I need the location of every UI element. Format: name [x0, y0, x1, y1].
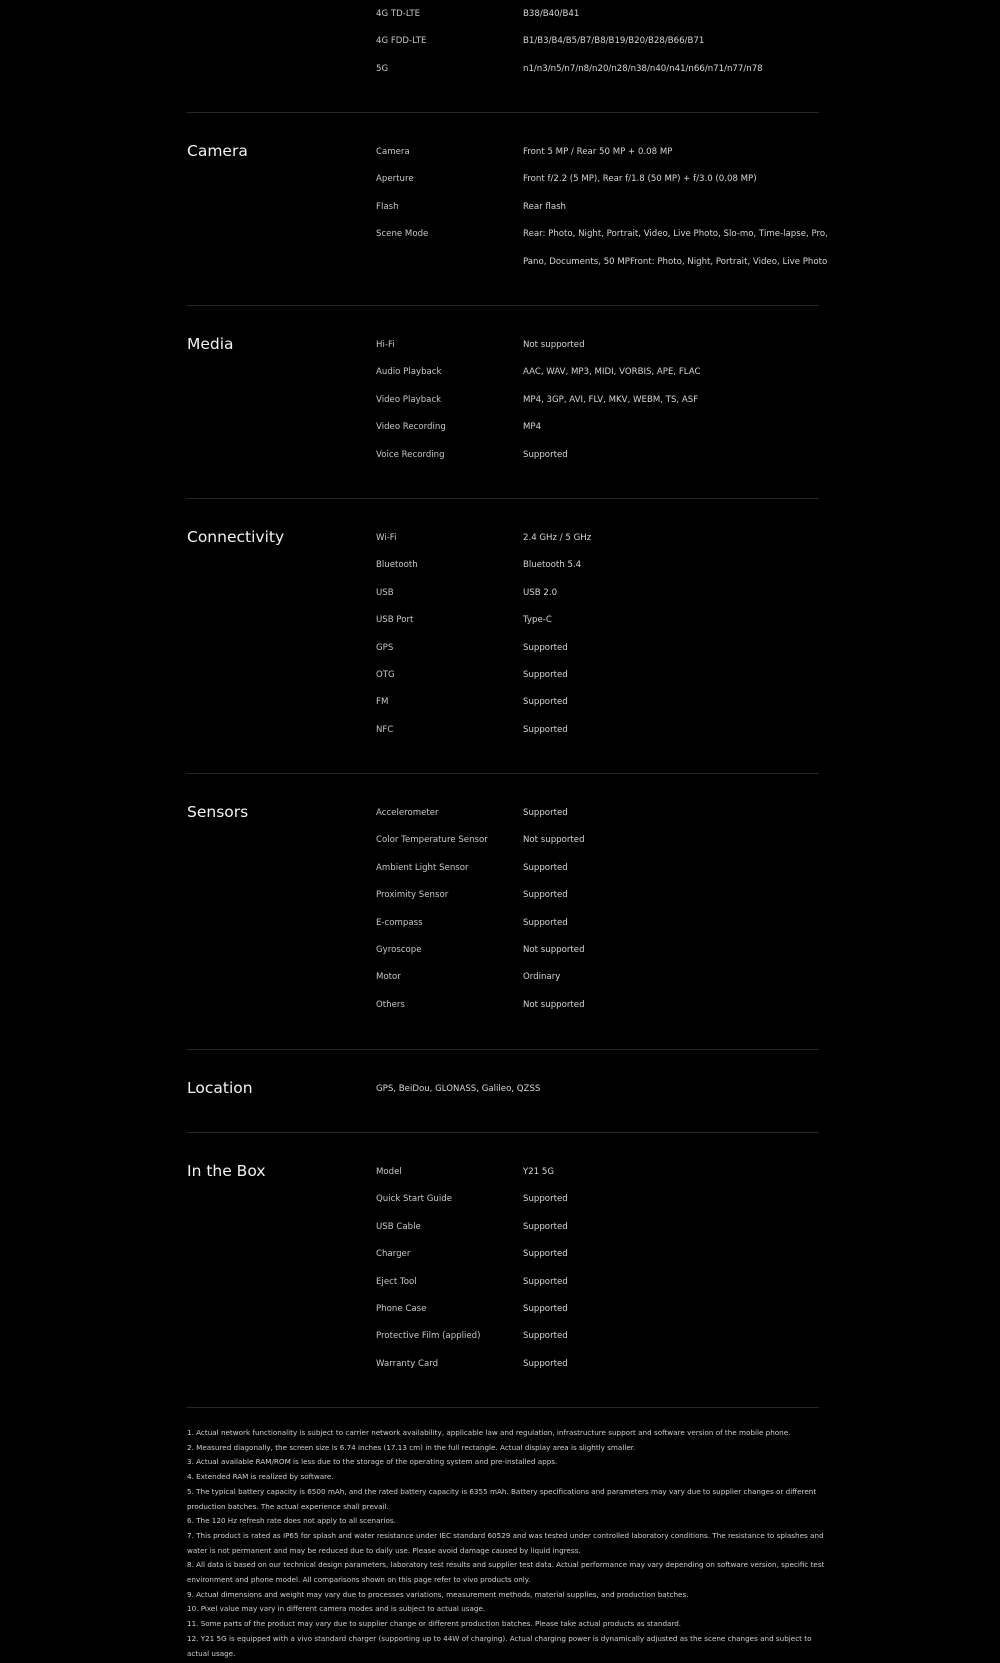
- spec-value: MP4, 3GP, AVI, FLV, MKV, WEBM, TS, ASF: [523, 394, 699, 405]
- footnote: 4. Extended RAM is realized by software.: [187, 1472, 334, 1482]
- spec-label: Quick Start Guide: [376, 1194, 452, 1205]
- spec-value: Supported: [523, 1331, 568, 1342]
- spec-row: [376, 580, 819, 607]
- section-title: In the Box: [187, 1162, 266, 1180]
- spec-value: Not supported: [523, 340, 585, 350]
- spec-row: [376, 166, 819, 193]
- spec-row: [376, 359, 819, 386]
- sensors-rows: [376, 800, 819, 1019]
- spec-value: Supported: [523, 449, 568, 460]
- section-title: Sensors: [187, 803, 249, 821]
- spec-row: [376, 992, 819, 1019]
- spec-label: Model: [376, 1167, 402, 1177]
- spec-row: [376, 1269, 819, 1296]
- spec-label: Accelerometer: [376, 808, 439, 818]
- footnote: 10. Pixel value may vary in different camera modes and is subject to actual usage.: [187, 1604, 486, 1614]
- spec-value: Supported: [523, 1303, 568, 1314]
- spec-row: [376, 689, 819, 716]
- footnote: 12. Y21 5G is equipped with a vivo standard charger (supporting up to 44W of charging). Actual charging power is dynamically adjusted as the scene changes and subject to actual usage.: [187, 1633, 812, 1658]
- footnote: 7. This product is rated as IP65 for splash and water resistance under IEC standard 60529 and was tested under controlled laboratory conditions. The resistance to splashes and water is not permanent and may be reduced due to daily use. Please avoid damage caused by liquid ingress.: [187, 1530, 824, 1555]
- footnote: 11. Some parts of the product may vary due to supplier change or different production batches. Please take actual products as standard.: [187, 1619, 682, 1629]
- spec-label: Gyroscope: [376, 944, 422, 955]
- spec-row: [376, 194, 819, 221]
- spec-label: 4G FDD-LTE: [376, 36, 427, 47]
- spec-row: [376, 552, 819, 579]
- spec-row: [376, 1323, 819, 1350]
- spec-label: 5G: [376, 63, 389, 74]
- section-title: Connectivity: [187, 528, 285, 546]
- spec-label: USB: [376, 587, 394, 598]
- spec-value: Type-C: [523, 615, 552, 626]
- spec-value: Supported: [523, 1276, 568, 1287]
- footnote: 8. All data is based on our technical design parameters, laboratory test results and supplier test data. Actual performance may vary depending on software version, specific test environment and phone model. All comparisons shown on this page refer to vivo products only.: [187, 1560, 825, 1585]
- footnote: 5. The typical battery capacity is 6500 mAh, and the rated battery capacity is 6355 mAh. Battery specifications and parameters may vary due to supplier changes or different production batches. The actual experience shall prevail.: [187, 1486, 817, 1511]
- spec-row: [376, 717, 819, 744]
- spec-row: [376, 56, 819, 83]
- spec-label: Phone Case: [376, 1303, 427, 1314]
- spec-label: Eject Tool: [376, 1276, 417, 1287]
- spec-label: Wi-Fi: [376, 533, 397, 543]
- spec-value: Y21 5G: [523, 1167, 555, 1177]
- spec-label: Voice Recording: [376, 449, 445, 460]
- spec-label: Others: [376, 999, 405, 1010]
- spec-row: [376, 937, 819, 964]
- location-section: [187, 1050, 819, 1133]
- spec-label: NFC: [376, 724, 394, 735]
- spec-label: Camera: [376, 147, 410, 157]
- connectivity-rows: [376, 525, 819, 744]
- spec-row: [376, 964, 819, 991]
- spec-value: MP4: [523, 422, 542, 433]
- connectivity-section: [187, 499, 819, 774]
- spec-row: [376, 662, 819, 689]
- spec-label: Protective Film (applied): [376, 1331, 481, 1342]
- section-title: Location: [187, 1079, 253, 1097]
- spec-label: Flash: [376, 201, 399, 212]
- spec-value: Not supported: [523, 999, 585, 1010]
- footnote: 6. The 120 Hz refresh rate does not apply to all scenarios.: [187, 1516, 396, 1526]
- spec-row: [376, 855, 819, 882]
- spec-value: Supported: [523, 697, 568, 708]
- spec-value: Supported: [523, 862, 568, 873]
- spec-label: E-compass: [376, 917, 423, 928]
- footnote: 3. Actual available RAM/ROM is less due to the storage of the operating system and pre-installed apps.: [187, 1457, 558, 1467]
- camera-section: [187, 113, 828, 306]
- box-rows: [376, 1159, 819, 1378]
- footnote: 1. Actual network functionality is subject to carrier network availability, applicable law and regulation, infrastructure support and software version of the mobile phone.: [187, 1428, 791, 1437]
- spec-value: Supported: [523, 1194, 568, 1205]
- spec-value: Supported: [523, 890, 568, 901]
- spec-value: Ordinary: [523, 972, 561, 983]
- spec-value: Supported: [523, 1358, 568, 1369]
- spec-row: [376, 249, 828, 276]
- spec-value: n1/n3/n5/n7/n8/n20/n28/n38/n40/n41/n66/n71/n77/n78: [523, 63, 763, 74]
- spec-label: Color Temperature Sensor: [376, 835, 488, 846]
- media-rows: [376, 332, 819, 469]
- spec-label: Warranty Card: [376, 1358, 439, 1369]
- spec-row: [376, 882, 819, 909]
- spec-row: [376, 910, 819, 937]
- spec-row: [376, 635, 819, 662]
- spec-label: GPS: [376, 642, 394, 653]
- spec-label: Video Playback: [376, 394, 442, 405]
- spec-label: Bluetooth: [376, 560, 418, 571]
- spec-value: Supported: [523, 642, 568, 653]
- spec-row: [376, 800, 819, 827]
- footnotes: [187, 1426, 827, 1661]
- spec-row: [376, 1214, 819, 1241]
- spec-label: 4G TD-LTE: [376, 9, 421, 19]
- spec-label: USB Port: [376, 615, 414, 626]
- spec-value: Supported: [523, 808, 568, 818]
- spec-row: [376, 1351, 819, 1378]
- spec-row: [376, 442, 819, 469]
- spec-value: Front f/2.2 (5 MP), Rear f/1.8 (50 MP) + f/3.0 (0.08 MP): [523, 174, 757, 185]
- spec-value: Supported: [523, 917, 568, 928]
- spec-value: Supported: [523, 1221, 568, 1232]
- section-title: Media: [187, 335, 234, 353]
- spec-value: B1/B3/B4/B5/B7/B8/B19/B20/B28/B66/B71: [523, 36, 705, 47]
- spec-row: [376, 827, 819, 854]
- network-section: [187, 0, 819, 113]
- spec-value: USB 2.0: [523, 587, 558, 598]
- spec-value: Front 5 MP / Rear 50 MP + 0.08 MP: [523, 147, 673, 157]
- spec-label: Audio Playback: [376, 367, 442, 378]
- spec-value: 2.4 GHz / 5 GHz: [523, 533, 592, 543]
- spec-label: Hi-Fi: [376, 340, 395, 350]
- spec-label: USB Cable: [376, 1221, 421, 1232]
- section-title: Camera: [187, 142, 248, 160]
- spec-row: [376, 1, 819, 28]
- spec-row: [376, 221, 828, 248]
- spec-row: [376, 139, 819, 166]
- spec-label: Motor: [376, 972, 401, 983]
- spec-label: OTG: [376, 669, 395, 680]
- spec-value: Not supported: [523, 944, 585, 955]
- footnote: 9. Actual dimensions and weight may vary due to processes variations, measurement methods, material supplies, and production batches.: [187, 1589, 689, 1599]
- spec-label: Aperture: [376, 174, 414, 185]
- spec-value: Supported: [523, 669, 568, 680]
- spec-value: Pano, Documents, 50 MPFront: Photo, Night, Portrait, Video, Live Photo: [523, 256, 828, 267]
- spec-value: Supported: [523, 724, 568, 735]
- spec-page: [187, 0, 828, 1408]
- media-section: [187, 306, 819, 499]
- spec-label: FM: [376, 697, 389, 708]
- spec-value: Rear: Photo, Night, Portrait, Video, Live Photo, Slo-mo, Time-lapse, Pro,: [523, 229, 828, 240]
- network-rows: [376, 1, 819, 83]
- camera-rows: [376, 139, 828, 276]
- spec-label: Scene Mode: [376, 229, 429, 240]
- spec-row: [376, 332, 819, 359]
- box-section: [187, 1133, 819, 1408]
- spec-label: Ambient Light Sensor: [376, 862, 469, 873]
- spec-value: Not supported: [523, 835, 585, 846]
- spec-label: Video Recording: [376, 422, 446, 433]
- spec-row: [376, 1186, 819, 1213]
- sensors-section: [187, 774, 819, 1050]
- spec-row: [376, 1159, 819, 1186]
- location-value: GPS, BeiDou, GLONASS, Galileo, QZSS: [376, 1084, 541, 1094]
- spec-value: B38/B40/B41: [523, 9, 580, 19]
- spec-label: Charger: [376, 1249, 411, 1260]
- spec-row: [376, 1241, 819, 1268]
- spec-value: Supported: [523, 1249, 568, 1260]
- spec-label: Proximity Sensor: [376, 890, 449, 901]
- footnote: 2. Measured diagonally, the screen size is 6.74 inches (17.13 cm) in the full rectangle. Actual display area is slightly smaller.: [187, 1442, 636, 1452]
- location-rows: [376, 1076, 819, 1103]
- spec-value: AAC, WAV, MP3, MIDI, VORBIS, APE, FLAC: [523, 367, 701, 378]
- spec-row: [376, 387, 819, 414]
- spec-row: [376, 1296, 819, 1323]
- spec-row: [376, 414, 819, 441]
- spec-value: Bluetooth 5.4: [523, 560, 582, 571]
- spec-row: [376, 28, 819, 55]
- spec-value: Rear flash: [523, 201, 567, 212]
- spec-row: [376, 525, 819, 552]
- spec-row: [376, 607, 819, 634]
